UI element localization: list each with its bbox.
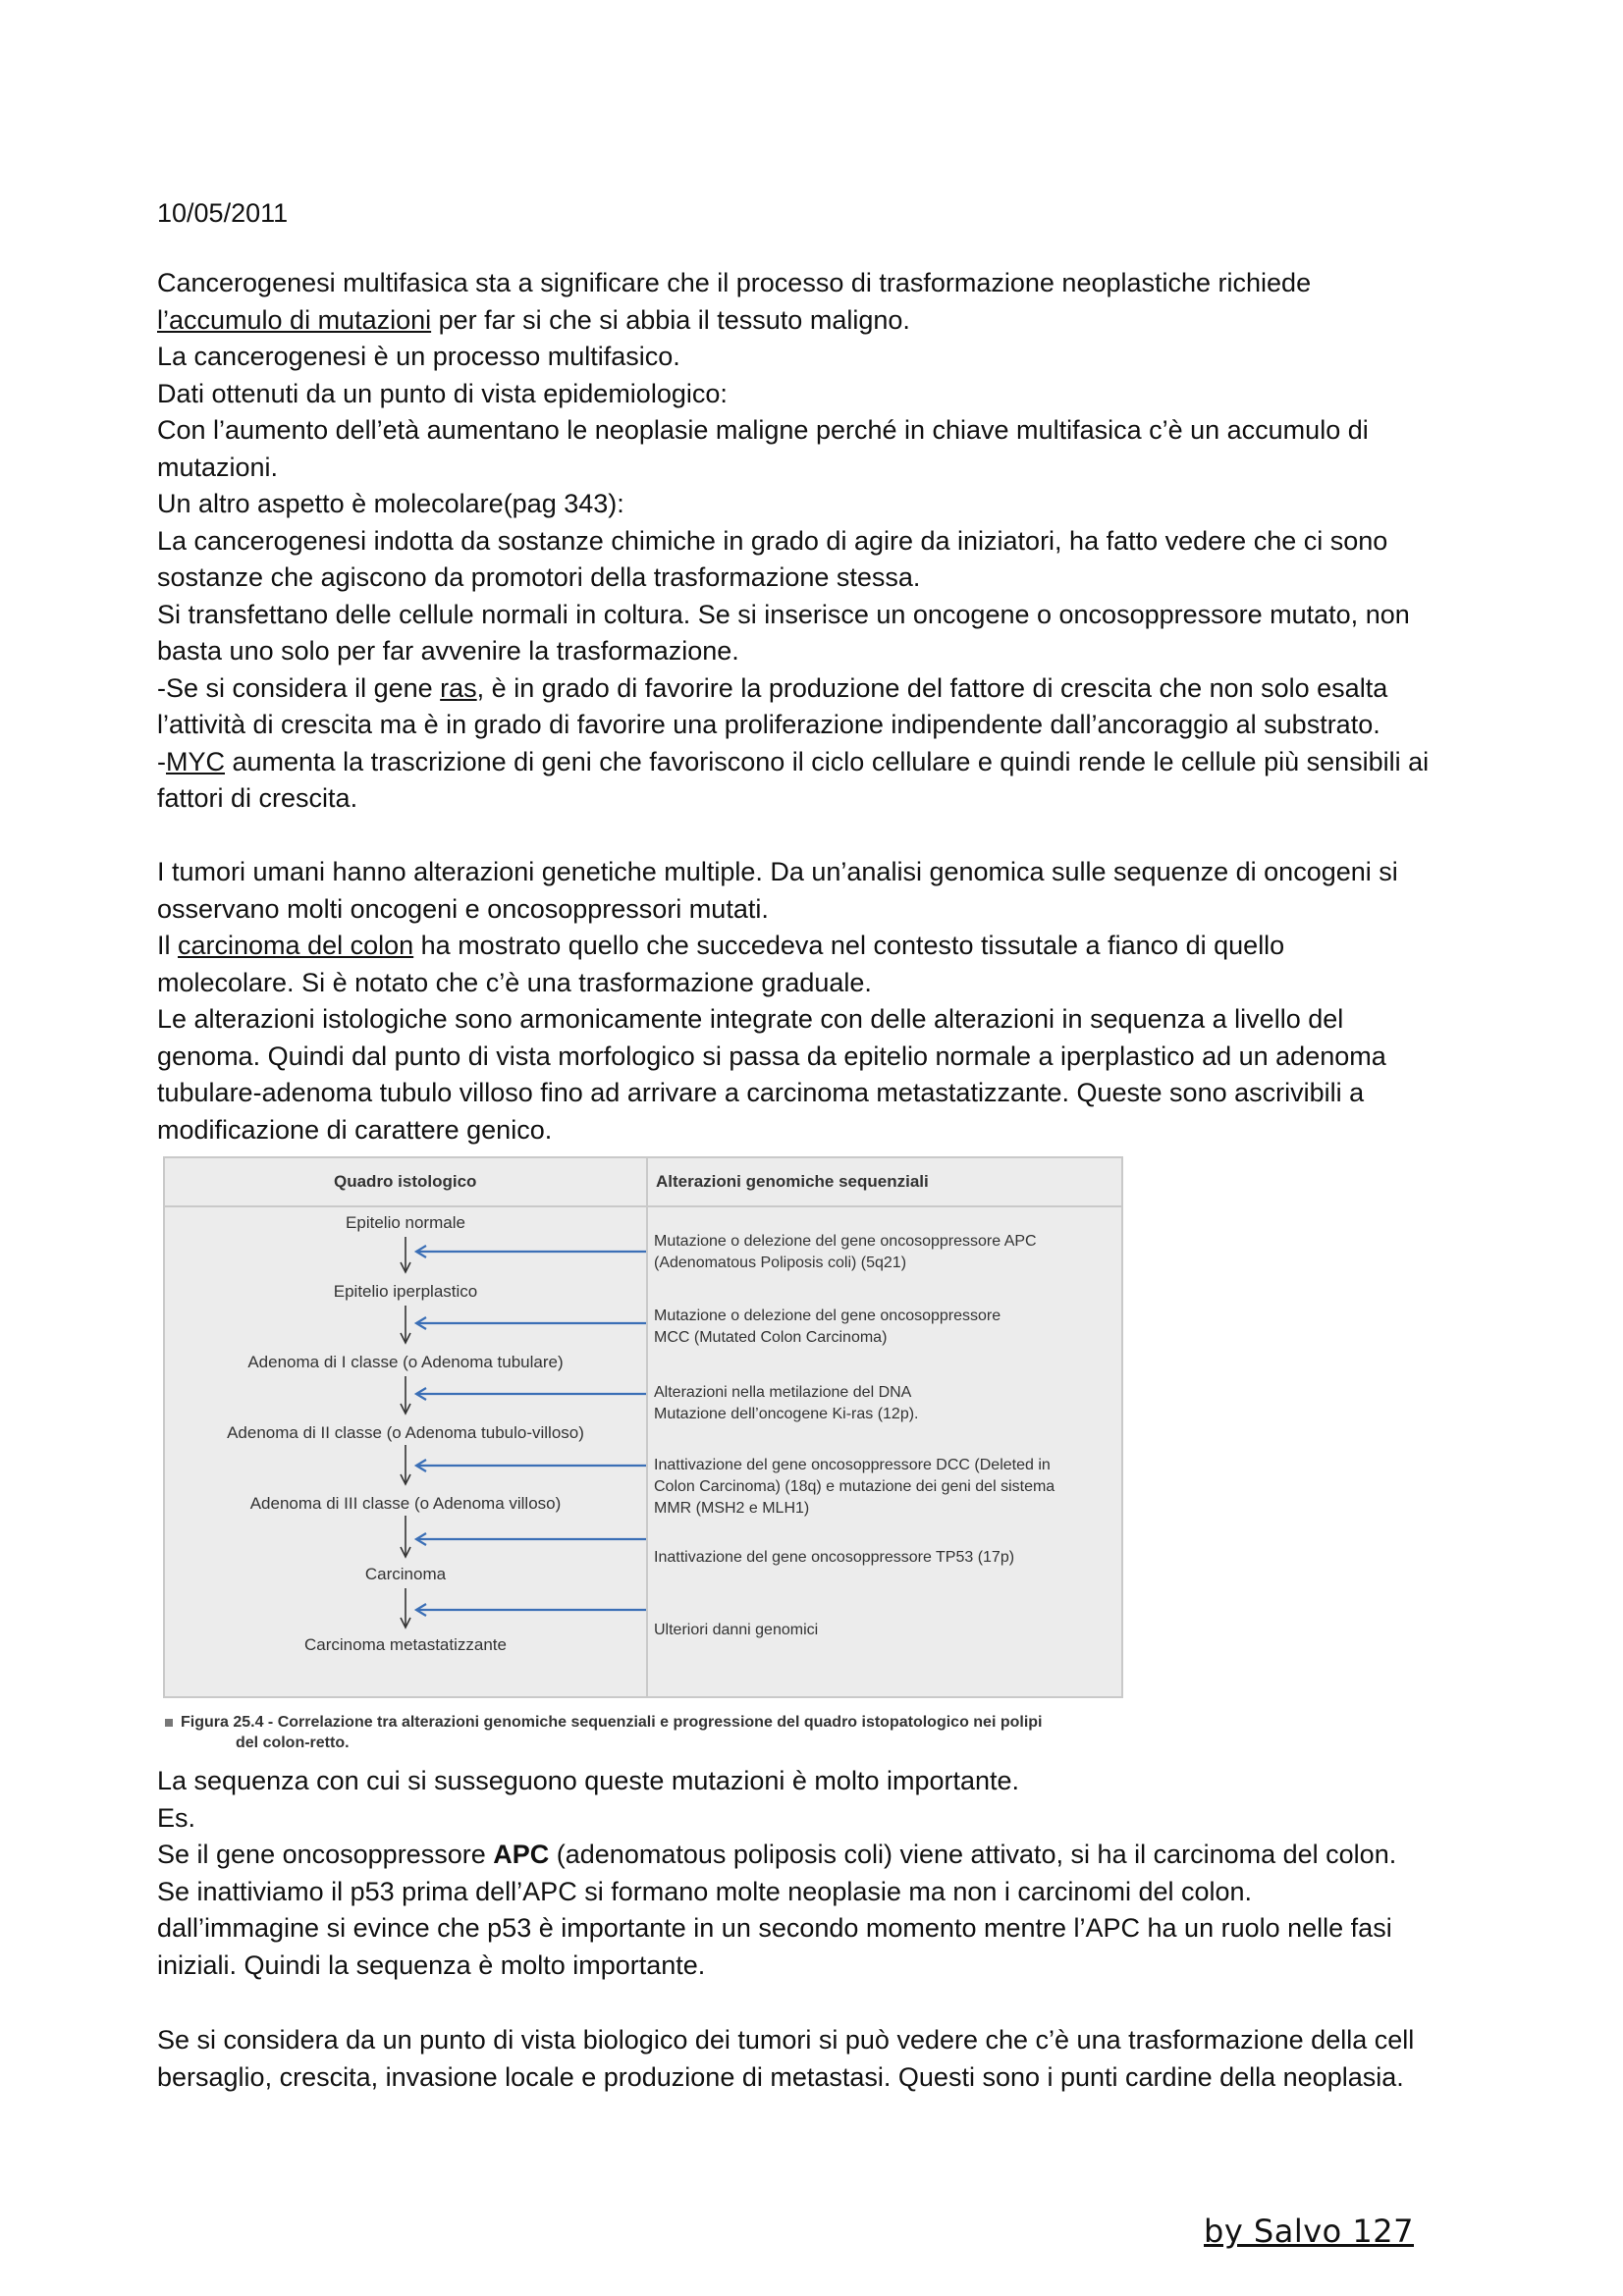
text-line: Un altro aspetto è molecolare(pag 343): bbox=[157, 489, 624, 518]
underlined-term-myc: MYC bbox=[166, 746, 225, 776]
text-line: bersaglio, crescita, invasione locale e produzione di metastasi. Questi sono i punti cardine della neoplasia. bbox=[157, 2061, 1404, 2092]
text-line: Es. bbox=[157, 1802, 196, 1833]
text-line: sostanze che agiscono da promotori della trasformazione stessa. bbox=[157, 562, 921, 592]
alteration-text: Inattivazione del gene oncosoppressore DCC (Deleted in Colon Carcinoma) (18q) e mutazione dei geni del sistema MMR (MSH2 e MLH1) bbox=[654, 1457, 1055, 1517]
text-line: dall’immagine si evince che p53 è importante in un secondo momento mentre l’APC ha un ruolo nelle fasi bbox=[157, 1913, 1392, 1943]
text-line: fattori di crescita. bbox=[157, 783, 358, 813]
underlined-term: l’accumulo di mutazioni bbox=[157, 304, 432, 335]
text-line: l’attività di crescita ma è in grado di favorire una proliferazione indipendente dall’ancoraggio al substrato. bbox=[157, 710, 1380, 739]
text-line: Si transfettano delle cellule normali in coltura. Se si inserisce un oncogene o oncosoppressore mutato, non bbox=[157, 599, 1410, 629]
text-line: La sequenza con cui si susseguono queste mutazioni è molto importante. bbox=[157, 1766, 1020, 1795]
underlined-term-colon: carcinoma del colon bbox=[178, 931, 414, 960]
caption-bullet bbox=[165, 1719, 173, 1727]
paragraph-cancerogenesi bbox=[157, 265, 1483, 818]
text-line: Le alterazioni istologiche sono armonicamente integrate con delle alterazioni in sequenza a livello del bbox=[157, 1004, 1344, 1034]
paragraph-sequenza bbox=[157, 1763, 1483, 1984]
text-line: Con l’aumento dell’età aumentano le neoplasie maligne perché in chiave multifasica c’è un accumulo di bbox=[157, 415, 1369, 445]
text-line: modificazione di carattere genico. bbox=[157, 1114, 553, 1145]
alteration-text: Inattivazione del gene oncosoppressore TP53 (17p) bbox=[654, 1549, 1015, 1566]
underlined-term-ras: ras bbox=[440, 672, 477, 703]
page-signature: by Salvo 127 bbox=[1204, 2213, 1414, 2250]
text-line: Dati ottenuti da un punto di vista epidemiologico: bbox=[157, 378, 728, 408]
text-line: tubulare-adenoma tubulo villoso fino ad arrivare a carcinoma metastatizzante. Queste sono ascrivibili a bbox=[157, 1078, 1365, 1107]
paragraph-tumori-umani bbox=[157, 854, 1483, 1148]
text-line: basta uno solo per far avvenire la trasformazione. bbox=[157, 636, 739, 666]
stage-label: Carcinoma bbox=[364, 1565, 447, 1583]
stage-label: Adenoma di II classe (o Adenoma tubulo-villoso) bbox=[227, 1423, 584, 1442]
text-line: iniziali. Quindi la sequenza è molto importante. bbox=[157, 1949, 706, 1980]
stage-label: Carcinoma metastatizzante bbox=[304, 1635, 507, 1654]
text-line: mutazioni. bbox=[157, 452, 279, 482]
text-line: Se inattiviamo il p53 prima dell’APC si formano molte neoplasie ma non i carcinomi del colon. bbox=[157, 1876, 1253, 1906]
page-date: 10/05/2011 bbox=[157, 198, 289, 228]
text-line: Cancerogenesi multifasica sta a significare che il processo di trasformazione neoplastiche richiede bbox=[157, 268, 1312, 297]
text-line: molecolare. Si è notato che c’è una trasformazione graduale. bbox=[157, 967, 872, 997]
text-line: Se il gene oncosoppressore APC (adenomatous poliposis coli) viene attivato, si ha il carcinoma del colon. bbox=[157, 1840, 1397, 1869]
text-line: La cancerogenesi indotta da sostanze chimiche in grado di agire da iniziatori, ha fatto vedere che ci sono bbox=[157, 525, 1388, 556]
text-line: l’accumulo di mutazioni per far si che si abbia il tessuto maligno. bbox=[157, 304, 910, 335]
alteration-text: Ulteriori danni genomici bbox=[654, 1622, 819, 1638]
figure-caption: Figura 25.4 - Correlazione tra alterazioni genomiche sequenziali e progressione del quadro istopatologico nei polipi del colon-retto. bbox=[165, 1712, 1043, 1753]
stage-label: Epitelio iperplastico bbox=[333, 1282, 478, 1301]
text-line: I tumori umani hanno alterazioni genetiche multiple. Da un’analisi genomica sulle sequenze di oncogeni si bbox=[157, 857, 1398, 886]
figure-header-right: Alterazioni genomiche sequenziali bbox=[656, 1172, 929, 1191]
alteration-text: Alterazioni nella metilazione del DNA Mutazione dell’oncogene Ki-ras (12p). bbox=[654, 1384, 919, 1422]
text-line: Se si considera da un punto di vista biologico dei tumori si può vedere che c’è una trasformazione della cell bbox=[157, 2025, 1415, 2055]
alteration-text: Mutazione o delezione del gene oncosoppressore MCC (Mutated Colon Carcinoma) bbox=[654, 1308, 1001, 1346]
stage-label: Adenoma di III classe (o Adenoma villoso) bbox=[249, 1494, 562, 1513]
paragraph-biologia-tumori bbox=[157, 2022, 1483, 2096]
text-line: genoma. Quindi dal punto di vista morfologico si passa da epitelio normale a iperplastico ad un adenoma bbox=[157, 1041, 1386, 1071]
alteration-text: Mutazione o delezione del gene oncosoppressore APC (Adenomatous Poliposis coli) (5q21) bbox=[654, 1233, 1037, 1271]
text-line: -MYC aumenta la trascrizione di geni che favoriscono il ciclo cellulare e quindi rende le cellule più sensibili ai bbox=[157, 746, 1430, 776]
text-line: osservano molti oncogeni e oncosoppressori mutati. bbox=[157, 893, 769, 924]
stage-label: Adenoma di I classe (o Adenoma tubulare) bbox=[247, 1353, 564, 1371]
figure-header-left: Quadro istologico bbox=[334, 1172, 477, 1191]
figure-progression-diagram bbox=[163, 1156, 1123, 1698]
text-line: Il carcinoma del colon ha mostrato quello che succedeva nel contesto tissutale a fianco di quello bbox=[157, 931, 1285, 960]
text-line: -Se si considera il gene ras, è in grado di favorire la produzione del fattore di crescita che non solo esalta bbox=[157, 672, 1388, 703]
stage-label: Epitelio normale bbox=[346, 1213, 465, 1232]
text-line: La cancerogenesi è un processo multifasico. bbox=[157, 342, 680, 371]
bold-term-apc: APC bbox=[493, 1840, 550, 1869]
